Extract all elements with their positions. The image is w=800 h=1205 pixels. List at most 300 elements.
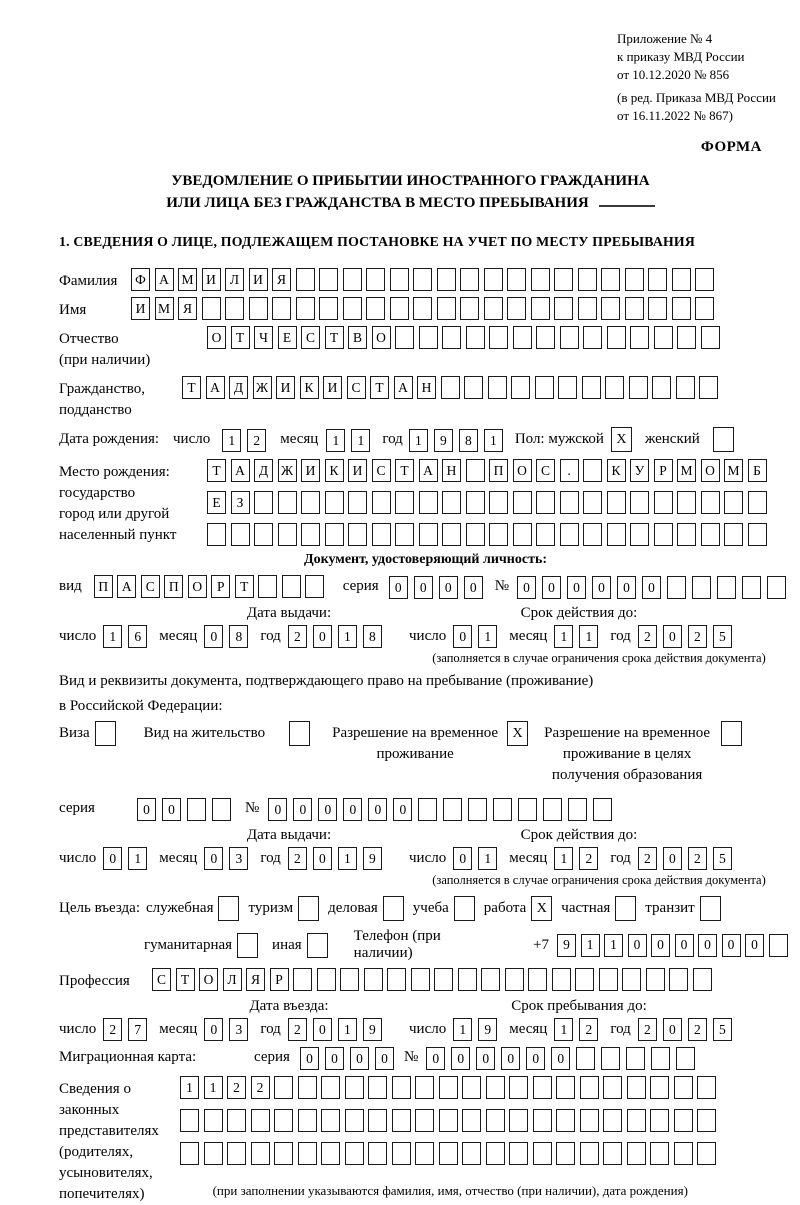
char-cell[interactable]: 0 (204, 847, 223, 870)
char-cell[interactable]: 0 (103, 847, 122, 870)
char-cell[interactable]: 1 (554, 625, 573, 648)
char-cell[interactable]: Т (325, 326, 344, 349)
char-cell[interactable] (387, 968, 406, 991)
char-cell[interactable]: А (231, 459, 250, 482)
char-cell[interactable]: 0 (439, 576, 458, 599)
char-cell[interactable]: Т (395, 459, 414, 482)
char-cell[interactable]: 3 (229, 1018, 248, 1041)
char-cell[interactable] (650, 1109, 669, 1132)
char-cell[interactable]: Т (176, 968, 195, 991)
char-cell[interactable] (392, 1142, 411, 1165)
char-cell[interactable] (650, 1142, 669, 1165)
char-cell[interactable]: 7 (128, 1018, 147, 1041)
char-cell[interactable] (533, 1076, 552, 1099)
char-cell[interactable] (536, 326, 555, 349)
char-cell[interactable] (466, 459, 485, 482)
char-cell[interactable]: 1 (478, 847, 497, 870)
char-cell[interactable] (489, 491, 508, 514)
char-cell[interactable] (413, 297, 432, 320)
char-cell[interactable] (458, 968, 477, 991)
char-cell[interactable]: 1 (579, 625, 598, 648)
char-cell[interactable] (481, 968, 500, 991)
char-cell[interactable]: 0 (204, 1018, 223, 1041)
char-cell[interactable]: Т (370, 376, 389, 399)
char-cell[interactable] (599, 968, 618, 991)
char-cell[interactable]: 2 (288, 847, 307, 870)
char-cell[interactable]: К (300, 376, 319, 399)
char-cell[interactable] (699, 376, 718, 399)
char-cell[interactable] (560, 326, 579, 349)
char-cell[interactable]: О (513, 459, 532, 482)
char-cell[interactable] (748, 491, 767, 514)
char-cell[interactable] (603, 1142, 622, 1165)
char-cell[interactable]: 1 (604, 934, 623, 957)
char-cell[interactable] (392, 1109, 411, 1132)
char-cell[interactable] (533, 1142, 552, 1165)
char-cell[interactable] (274, 1109, 293, 1132)
char-cell[interactable] (484, 268, 503, 291)
char-cell[interactable] (293, 968, 312, 991)
char-cell[interactable] (278, 491, 297, 514)
char-cell[interactable]: А (155, 268, 174, 291)
char-cell[interactable] (582, 376, 601, 399)
char-cell[interactable]: 1 (128, 847, 147, 870)
char-cell[interactable] (343, 297, 362, 320)
char-cell[interactable] (554, 297, 573, 320)
char-cell[interactable]: 1 (103, 625, 122, 648)
char-cell[interactable] (505, 968, 524, 991)
char-cell[interactable]: 0 (617, 576, 636, 599)
char-cell[interactable]: А (394, 376, 413, 399)
char-cell[interactable]: 2 (288, 625, 307, 648)
char-cell[interactable] (625, 268, 644, 291)
char-cell[interactable] (298, 1076, 317, 1099)
sex-male-checkbox[interactable]: X (611, 427, 632, 452)
char-cell[interactable] (509, 1109, 528, 1132)
char-cell[interactable]: 0 (663, 625, 682, 648)
char-cell[interactable] (392, 1076, 411, 1099)
char-cell[interactable] (419, 523, 438, 546)
char-cell[interactable]: Р (654, 459, 673, 482)
char-cell[interactable]: И (301, 459, 320, 482)
char-cell[interactable]: 0 (313, 625, 332, 648)
char-cell[interactable] (464, 376, 483, 399)
char-cell[interactable] (368, 1109, 387, 1132)
char-cell[interactable] (601, 1047, 620, 1070)
char-cell[interactable] (509, 1076, 528, 1099)
char-cell[interactable] (630, 491, 649, 514)
char-cell[interactable]: 2 (247, 429, 266, 452)
char-cell[interactable] (509, 1142, 528, 1165)
char-cell[interactable] (372, 491, 391, 514)
char-cell[interactable] (484, 297, 503, 320)
char-cell[interactable]: П (164, 575, 183, 598)
char-cell[interactable] (513, 523, 532, 546)
purpose-private-checkbox[interactable] (615, 896, 636, 921)
purpose-transit-checkbox[interactable] (700, 896, 721, 921)
char-cell[interactable] (769, 934, 788, 957)
char-cell[interactable]: 0 (204, 625, 223, 648)
char-cell[interactable] (583, 523, 602, 546)
char-cell[interactable] (442, 491, 461, 514)
char-cell[interactable] (390, 297, 409, 320)
char-cell[interactable]: 0 (517, 576, 536, 599)
char-cell[interactable] (301, 523, 320, 546)
char-cell[interactable]: 1 (351, 429, 370, 452)
char-cell[interactable]: Б (748, 459, 767, 482)
char-cell[interactable]: 8 (459, 429, 478, 452)
char-cell[interactable] (395, 326, 414, 349)
char-cell[interactable] (593, 798, 612, 821)
char-cell[interactable]: 2 (688, 1018, 707, 1041)
char-cell[interactable]: 0 (389, 576, 408, 599)
char-cell[interactable] (227, 1109, 246, 1132)
char-cell[interactable] (695, 268, 714, 291)
purpose-study-checkbox[interactable] (454, 896, 475, 921)
char-cell[interactable]: 0 (628, 934, 647, 957)
char-cell[interactable]: О (207, 326, 226, 349)
char-cell[interactable] (580, 1109, 599, 1132)
char-cell[interactable]: О (199, 968, 218, 991)
char-cell[interactable]: 0 (453, 847, 472, 870)
char-cell[interactable] (462, 1109, 481, 1132)
char-cell[interactable] (345, 1109, 364, 1132)
char-cell[interactable] (697, 1076, 716, 1099)
sex-female-checkbox[interactable] (713, 427, 734, 452)
char-cell[interactable] (254, 491, 273, 514)
char-cell[interactable]: 0 (663, 847, 682, 870)
char-cell[interactable] (493, 798, 512, 821)
char-cell[interactable] (518, 798, 537, 821)
char-cell[interactable]: 1 (453, 1018, 472, 1041)
char-cell[interactable] (748, 523, 767, 546)
char-cell[interactable] (317, 968, 336, 991)
char-cell[interactable] (225, 297, 244, 320)
char-cell[interactable]: 8 (363, 625, 382, 648)
char-cell[interactable]: К (325, 459, 344, 482)
char-cell[interactable] (625, 297, 644, 320)
char-cell[interactable]: Я (246, 968, 265, 991)
char-cell[interactable] (442, 523, 461, 546)
char-cell[interactable] (466, 326, 485, 349)
char-cell[interactable]: И (249, 268, 268, 291)
char-cell[interactable]: Ж (278, 459, 297, 482)
char-cell[interactable]: 2 (638, 847, 657, 870)
char-cell[interactable] (697, 1142, 716, 1165)
char-cell[interactable]: О (188, 575, 207, 598)
char-cell[interactable] (325, 523, 344, 546)
char-cell[interactable]: 0 (567, 576, 586, 599)
char-cell[interactable]: 5 (713, 625, 732, 648)
char-cell[interactable] (560, 523, 579, 546)
char-cell[interactable]: Т (231, 326, 250, 349)
char-cell[interactable] (676, 1047, 695, 1070)
char-cell[interactable]: 0 (453, 625, 472, 648)
char-cell[interactable] (364, 968, 383, 991)
char-cell[interactable] (531, 297, 550, 320)
char-cell[interactable]: 2 (227, 1076, 246, 1099)
char-cell[interactable] (669, 968, 688, 991)
char-cell[interactable] (674, 1142, 693, 1165)
char-cell[interactable]: 0 (313, 847, 332, 870)
char-cell[interactable]: 2 (688, 847, 707, 870)
char-cell[interactable] (605, 376, 624, 399)
char-cell[interactable] (531, 268, 550, 291)
char-cell[interactable] (466, 523, 485, 546)
char-cell[interactable] (693, 968, 712, 991)
char-cell[interactable] (701, 491, 720, 514)
char-cell[interactable] (187, 798, 206, 821)
char-cell[interactable] (345, 1076, 364, 1099)
char-cell[interactable] (627, 1076, 646, 1099)
char-cell[interactable] (227, 1142, 246, 1165)
char-cell[interactable]: Р (270, 968, 289, 991)
char-cell[interactable] (511, 376, 530, 399)
char-cell[interactable]: 0 (293, 798, 312, 821)
char-cell[interactable]: 1 (180, 1076, 199, 1099)
char-cell[interactable] (603, 1109, 622, 1132)
char-cell[interactable]: Ж (253, 376, 272, 399)
char-cell[interactable]: 0 (343, 798, 362, 821)
char-cell[interactable] (348, 491, 367, 514)
char-cell[interactable] (180, 1142, 199, 1165)
char-cell[interactable] (343, 268, 362, 291)
char-cell[interactable] (489, 326, 508, 349)
char-cell[interactable]: Е (278, 326, 297, 349)
char-cell[interactable] (486, 1109, 505, 1132)
char-cell[interactable] (672, 268, 691, 291)
char-cell[interactable] (556, 1109, 575, 1132)
char-cell[interactable] (395, 523, 414, 546)
char-cell[interactable]: С (301, 326, 320, 349)
char-cell[interactable]: 2 (103, 1018, 122, 1041)
char-cell[interactable]: 0 (414, 576, 433, 599)
char-cell[interactable]: 3 (229, 847, 248, 870)
char-cell[interactable]: 2 (638, 625, 657, 648)
char-cell[interactable]: 0 (318, 798, 337, 821)
char-cell[interactable] (583, 491, 602, 514)
char-cell[interactable] (319, 297, 338, 320)
char-cell[interactable] (296, 268, 315, 291)
char-cell[interactable]: 1 (409, 429, 428, 452)
char-cell[interactable]: И (348, 459, 367, 482)
char-cell[interactable]: 0 (137, 798, 156, 821)
char-cell[interactable]: 0 (642, 576, 661, 599)
char-cell[interactable] (212, 798, 231, 821)
char-cell[interactable] (441, 376, 460, 399)
char-cell[interactable]: Т (235, 575, 254, 598)
char-cell[interactable] (583, 326, 602, 349)
char-cell[interactable] (607, 491, 626, 514)
char-cell[interactable]: Ч (254, 326, 273, 349)
char-cell[interactable] (767, 576, 786, 599)
char-cell[interactable]: С (141, 575, 160, 598)
char-cell[interactable] (321, 1109, 340, 1132)
char-cell[interactable] (251, 1109, 270, 1132)
char-cell[interactable]: 0 (663, 1018, 682, 1041)
char-cell[interactable] (629, 376, 648, 399)
char-cell[interactable] (372, 523, 391, 546)
char-cell[interactable] (627, 1109, 646, 1132)
char-cell[interactable] (462, 1142, 481, 1165)
char-cell[interactable]: 9 (557, 934, 576, 957)
purpose-tourism-checkbox[interactable] (298, 896, 319, 921)
char-cell[interactable] (368, 1076, 387, 1099)
char-cell[interactable] (583, 459, 602, 482)
char-cell[interactable] (486, 1142, 505, 1165)
char-cell[interactable] (724, 523, 743, 546)
char-cell[interactable]: М (724, 459, 743, 482)
char-cell[interactable]: Н (442, 459, 461, 482)
char-cell[interactable] (627, 1142, 646, 1165)
char-cell[interactable] (603, 1076, 622, 1099)
char-cell[interactable] (442, 326, 461, 349)
char-cell[interactable] (305, 575, 324, 598)
visa-checkbox[interactable] (95, 721, 116, 746)
char-cell[interactable] (672, 297, 691, 320)
char-cell[interactable] (298, 1109, 317, 1132)
char-cell[interactable] (654, 491, 673, 514)
char-cell[interactable] (439, 1142, 458, 1165)
purpose-business-checkbox[interactable] (383, 896, 404, 921)
char-cell[interactable] (207, 523, 226, 546)
char-cell[interactable]: 2 (288, 1018, 307, 1041)
char-cell[interactable] (274, 1142, 293, 1165)
char-cell[interactable]: 1 (222, 429, 241, 452)
char-cell[interactable] (249, 297, 268, 320)
char-cell[interactable] (437, 297, 456, 320)
char-cell[interactable]: Ф (131, 268, 150, 291)
char-cell[interactable] (630, 326, 649, 349)
char-cell[interactable]: 2 (638, 1018, 657, 1041)
char-cell[interactable]: 0 (745, 934, 764, 957)
char-cell[interactable] (274, 1076, 293, 1099)
char-cell[interactable] (282, 575, 301, 598)
char-cell[interactable] (507, 297, 526, 320)
char-cell[interactable] (390, 268, 409, 291)
char-cell[interactable] (646, 968, 665, 991)
char-cell[interactable] (488, 376, 507, 399)
char-cell[interactable] (513, 326, 532, 349)
char-cell[interactable] (258, 575, 277, 598)
char-cell[interactable]: 9 (363, 1018, 382, 1041)
char-cell[interactable] (460, 297, 479, 320)
char-cell[interactable] (366, 297, 385, 320)
char-cell[interactable]: М (178, 268, 197, 291)
char-cell[interactable] (251, 1142, 270, 1165)
char-cell[interactable]: С (372, 459, 391, 482)
char-cell[interactable]: Л (225, 268, 244, 291)
char-cell[interactable] (677, 523, 696, 546)
char-cell[interactable] (536, 491, 555, 514)
char-cell[interactable]: 0 (313, 1018, 332, 1041)
char-cell[interactable] (601, 297, 620, 320)
char-cell[interactable] (340, 968, 359, 991)
char-cell[interactable]: 0 (698, 934, 717, 957)
char-cell[interactable]: 0 (592, 576, 611, 599)
char-cell[interactable] (580, 1142, 599, 1165)
char-cell[interactable] (301, 491, 320, 514)
char-cell[interactable]: 2 (688, 625, 707, 648)
residence-permit-checkbox[interactable] (289, 721, 310, 746)
char-cell[interactable]: Д (229, 376, 248, 399)
char-cell[interactable]: 0 (551, 1047, 570, 1070)
char-cell[interactable] (466, 491, 485, 514)
char-cell[interactable] (742, 576, 761, 599)
char-cell[interactable]: И (323, 376, 342, 399)
char-cell[interactable]: . (560, 459, 579, 482)
char-cell[interactable]: 2 (251, 1076, 270, 1099)
char-cell[interactable] (692, 576, 711, 599)
char-cell[interactable]: 0 (368, 798, 387, 821)
char-cell[interactable] (443, 798, 462, 821)
char-cell[interactable] (528, 968, 547, 991)
char-cell[interactable]: С (152, 968, 171, 991)
char-cell[interactable] (695, 297, 714, 320)
char-cell[interactable]: И (202, 268, 221, 291)
char-cell[interactable]: 0 (501, 1047, 520, 1070)
char-cell[interactable] (296, 297, 315, 320)
char-cell[interactable]: О (701, 459, 720, 482)
temp-residence-education-checkbox[interactable] (721, 721, 742, 746)
char-cell[interactable]: 0 (451, 1047, 470, 1070)
char-cell[interactable] (345, 1142, 364, 1165)
char-cell[interactable]: 6 (128, 625, 147, 648)
purpose-humanitarian-checkbox[interactable] (237, 933, 258, 958)
char-cell[interactable]: 0 (526, 1047, 545, 1070)
temp-residence-checkbox[interactable]: X (507, 721, 528, 746)
char-cell[interactable]: 0 (300, 1047, 319, 1070)
char-cell[interactable] (319, 268, 338, 291)
char-cell[interactable] (460, 268, 479, 291)
char-cell[interactable]: Н (417, 376, 436, 399)
char-cell[interactable]: 1 (554, 847, 573, 870)
char-cell[interactable] (325, 491, 344, 514)
char-cell[interactable]: 1 (338, 847, 357, 870)
char-cell[interactable] (648, 268, 667, 291)
purpose-other-checkbox[interactable] (307, 933, 328, 958)
char-cell[interactable] (543, 798, 562, 821)
char-cell[interactable] (419, 491, 438, 514)
char-cell[interactable] (321, 1142, 340, 1165)
char-cell[interactable]: З (231, 491, 250, 514)
char-cell[interactable]: 0 (162, 798, 181, 821)
char-cell[interactable] (180, 1109, 199, 1132)
char-cell[interactable] (411, 968, 430, 991)
char-cell[interactable] (578, 297, 597, 320)
char-cell[interactable] (321, 1076, 340, 1099)
char-cell[interactable]: У (630, 459, 649, 482)
char-cell[interactable] (652, 376, 671, 399)
char-cell[interactable] (576, 1047, 595, 1070)
char-cell[interactable]: Т (207, 459, 226, 482)
char-cell[interactable]: 0 (675, 934, 694, 957)
char-cell[interactable] (278, 523, 297, 546)
char-cell[interactable] (676, 376, 695, 399)
char-cell[interactable] (437, 268, 456, 291)
char-cell[interactable]: 9 (478, 1018, 497, 1041)
char-cell[interactable] (552, 968, 571, 991)
char-cell[interactable] (533, 1109, 552, 1132)
char-cell[interactable]: И (276, 376, 295, 399)
char-cell[interactable]: 1 (554, 1018, 573, 1041)
char-cell[interactable] (724, 491, 743, 514)
char-cell[interactable] (415, 1076, 434, 1099)
char-cell[interactable]: 0 (476, 1047, 495, 1070)
char-cell[interactable]: 0 (651, 934, 670, 957)
char-cell[interactable] (667, 576, 686, 599)
char-cell[interactable]: Р (211, 575, 230, 598)
